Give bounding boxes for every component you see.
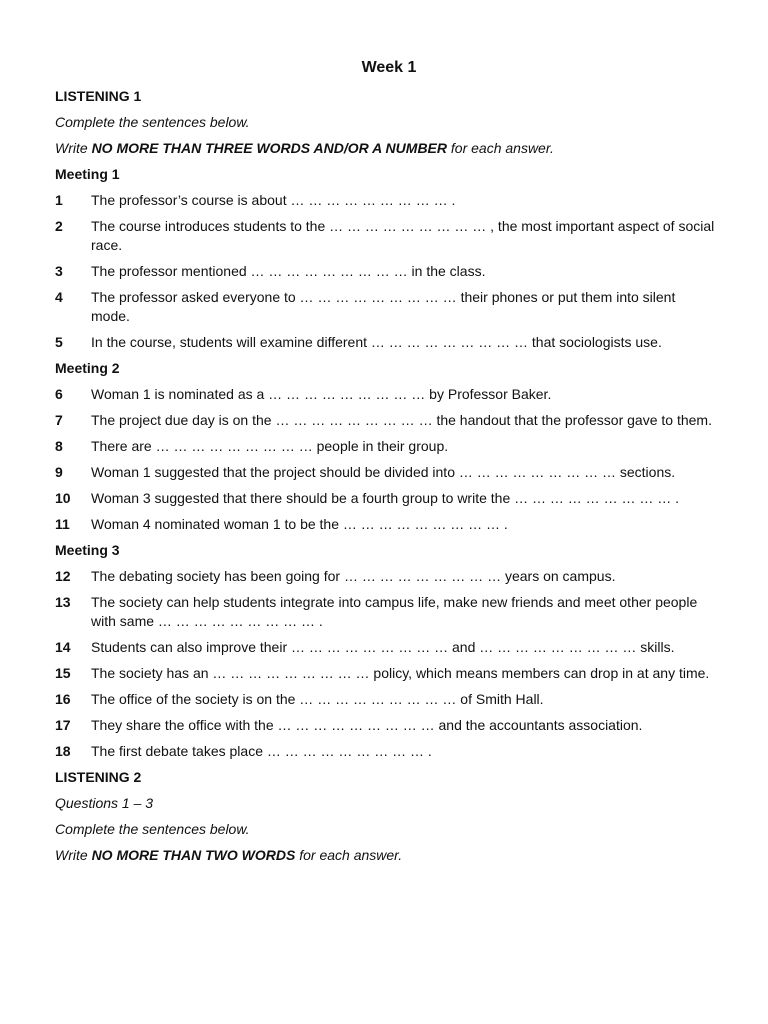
instruction-complete: Complete the sentences below. [55, 114, 250, 130]
question-text: Woman 3 suggested that there should be a fourth group to write the … … … … … … … … … . [91, 490, 680, 506]
question-2 [55, 217, 715, 255]
question-1 [55, 191, 715, 210]
question-text: Woman 4 nominated woman 1 to be the … … … … … … … … … . [91, 516, 508, 532]
questions-range: Questions 1 – 3 [55, 795, 154, 811]
question-text: Students can also improve their … … … … … … … … … and … … … … … … … … … skills. [91, 639, 675, 655]
meeting-3-heading: Meeting 3 [55, 542, 120, 558]
question-text: In the course, students will examine different … … … … … … … … … that sociologists use. [91, 334, 662, 350]
question-text: The society can help students integrate into campus life, make new friends and meet other people with same … … … … … … … … … . [91, 594, 698, 629]
question-text: Woman 1 is nominated as a … … … … … … … … … by Professor Baker. [91, 386, 552, 402]
page-title: Week 1 [361, 59, 417, 76]
question-text: The project due day is on the … … … … … … … … … the handout that the professor gave to them. [91, 412, 712, 428]
question-text: There are … … … … … … … … … people in their group. [91, 438, 449, 454]
meeting-1-heading: Meeting 1 [55, 166, 120, 182]
question-text: Woman 1 suggested that the project should be divided into … … … … … … … … … sections. [91, 464, 676, 480]
instruction-word-limit [55, 139, 715, 158]
question-text: The professor mentioned … … … … … … … … … in the class. [91, 263, 486, 279]
question-text: The first debate takes place … … … … … … … … … . [91, 743, 432, 759]
document-page [55, 58, 715, 872]
question-text: The society has an … … … … … … … … … policy, which means members can drop in at any time. [91, 665, 710, 681]
question-number: 18 [55, 743, 71, 759]
question-text: The professor asked everyone to … … … … … … … … … their phones or put them into silent mode. [91, 289, 676, 324]
section-heading-listening-1: LISTENING 1 [55, 88, 142, 104]
question-16 [55, 690, 715, 709]
instruction-pre: Write [55, 847, 92, 863]
question-number: 7 [55, 412, 63, 428]
question-number: 11 [55, 516, 70, 532]
instruction-complete-2: Complete the sentences below. [55, 821, 250, 837]
question-17 [55, 716, 715, 735]
instruction-post: for each answer. [295, 847, 403, 863]
instruction-bold: NO MORE THAN THREE WORDS AND/OR A NUMBER [91, 140, 447, 156]
question-13 [55, 593, 715, 631]
question-9 [55, 463, 715, 482]
question-4 [55, 288, 715, 326]
question-6 [55, 385, 715, 404]
instruction-word-limit-2 [55, 846, 715, 865]
question-number: 2 [55, 218, 63, 234]
question-12 [55, 567, 715, 586]
question-11 [55, 515, 715, 534]
question-number: 13 [55, 594, 71, 610]
question-number: 3 [55, 263, 63, 279]
question-number: 16 [55, 691, 71, 707]
question-number: 15 [55, 665, 71, 681]
question-14 [55, 638, 715, 657]
meeting-2-heading: Meeting 2 [55, 360, 120, 376]
section-heading-listening-2: LISTENING 2 [55, 769, 142, 785]
question-number: 8 [55, 438, 63, 454]
question-10 [55, 489, 715, 508]
question-number: 1 [55, 192, 63, 208]
question-3 [55, 262, 715, 281]
instruction-post: for each answer. [447, 140, 554, 156]
question-7 [55, 411, 715, 430]
question-text: The office of the society is on the … … … … … … … … … of Smith Hall. [91, 691, 544, 707]
instruction-pre: Write [55, 140, 92, 156]
question-text: They share the office with the … … … … … … … … … and the accountants association. [91, 717, 643, 733]
question-18 [55, 742, 715, 761]
question-5 [55, 333, 715, 352]
question-text: The course introduces students to the … … … … … … … … … , the most important aspect of social race. [91, 218, 715, 253]
question-number: 12 [55, 568, 71, 584]
question-number: 10 [55, 490, 71, 506]
question-number: 6 [55, 386, 63, 402]
question-number: 14 [55, 639, 71, 655]
question-number: 4 [55, 289, 63, 305]
question-15 [55, 664, 715, 683]
instruction-bold: NO MORE THAN TWO WORDS [91, 847, 296, 863]
question-text: The professor’s course is about … … … … … … … … … . [91, 192, 456, 208]
question-number: 17 [55, 717, 71, 733]
question-text: The debating society has been going for … … … … … … … … … years on campus. [91, 568, 616, 584]
question-number: 5 [55, 334, 63, 350]
question-8 [55, 437, 715, 456]
question-number: 9 [55, 464, 63, 480]
